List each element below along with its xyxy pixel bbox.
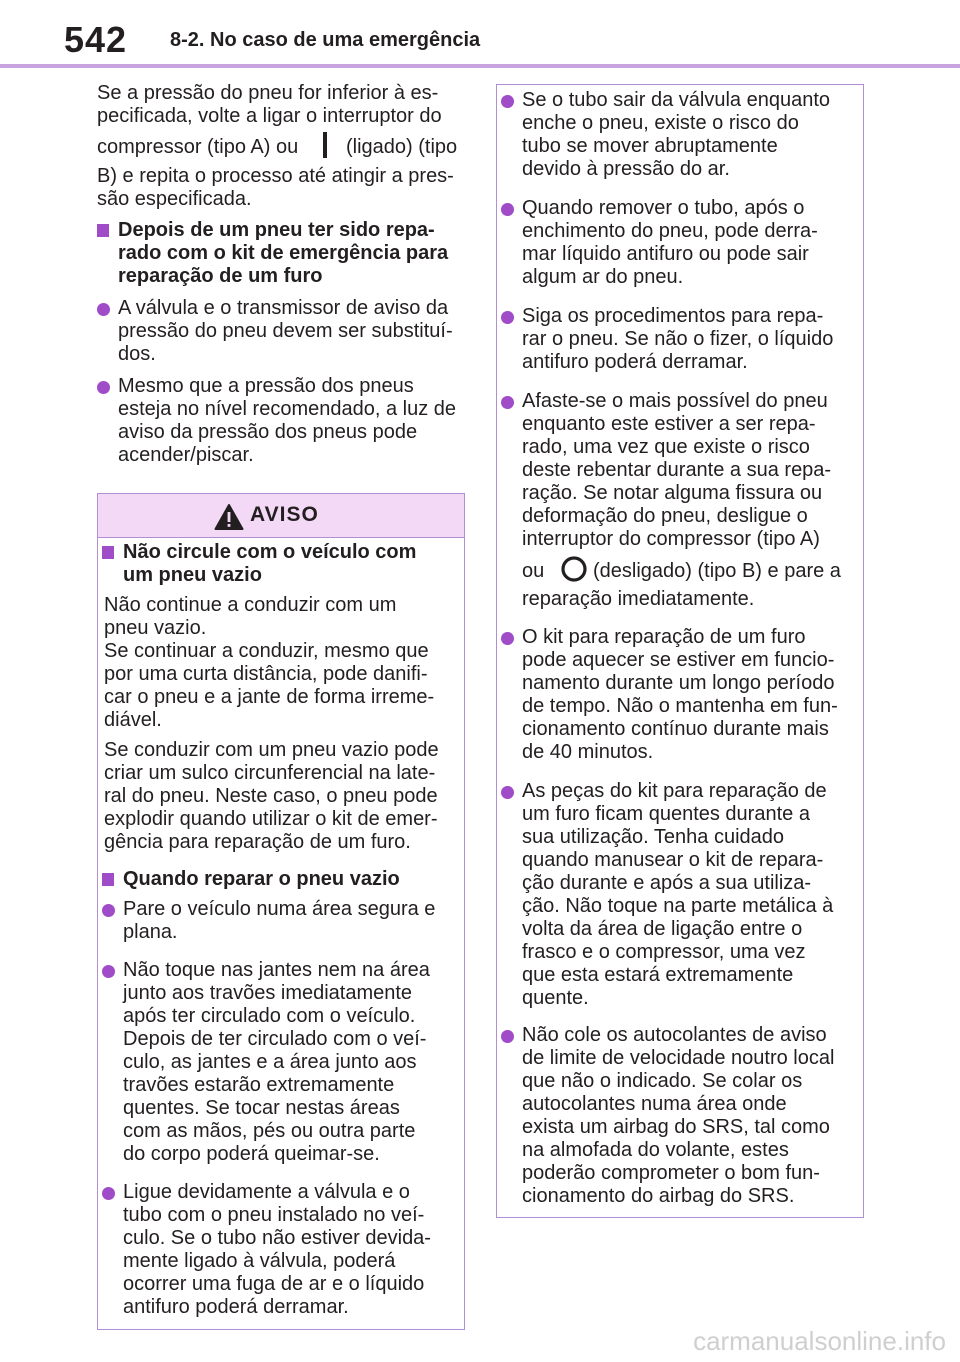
bullet-line: ção durante e após a sua utiliza- — [522, 872, 812, 894]
heading-line: Não circule com o veículo com — [123, 541, 417, 563]
warning-title: AVISO — [250, 503, 319, 526]
bullet-line: poderão comprometer o bom fun- — [522, 1162, 820, 1184]
bullet-line: Mesmo que a pressão dos pneus — [118, 375, 414, 397]
bullet-line: antifuro poderá derramar. — [522, 351, 748, 373]
bullet-line: com as mãos, pés ou outra parte — [123, 1120, 416, 1142]
bullet-line: junto aos travões imediatamente — [123, 982, 413, 1004]
bullet-line: (desligado) (tipo B) e pare a — [593, 560, 841, 582]
warning-box — [97, 493, 465, 1330]
bullet-line: quando manusear o kit de repara- — [522, 849, 824, 871]
bullet-line: travões estarão extremamente — [123, 1074, 395, 1096]
paragraph-line: gência para reparação de um furo. — [104, 831, 411, 853]
bullet-line: As peças do kit para reparação de — [522, 780, 827, 802]
bullet-line: pode aquecer se estiver em funcio- — [522, 649, 835, 671]
heading-line: rado com o kit de emergência para — [118, 242, 449, 264]
bullet-line: reparação imediatamente. — [522, 588, 755, 610]
bullet-line: enchimento do pneu, pode derra- — [522, 220, 818, 242]
bullet-line: frasco e o compressor, uma vez — [522, 941, 806, 963]
heading-line: um pneu vazio — [123, 564, 262, 586]
bullet-line: na almofada do volante, estes — [522, 1139, 789, 1161]
intro-line: pecificada, volte a ligar o interruptor do — [97, 105, 442, 127]
bullet-line: antifuro poderá derramar. — [123, 1296, 349, 1318]
bullet-dot — [501, 786, 514, 799]
intro-line: Se a pressão do pneu for inferior à es- — [97, 82, 439, 104]
bullet-line: interruptor do compressor (tipo A) — [522, 528, 820, 550]
off-switch-icon — [559, 554, 589, 584]
intro-line: B) e repita o processo até atingir a pres- — [97, 165, 454, 187]
paragraph-line: Se conduzir com um pneu vazio pode — [104, 739, 439, 761]
heading-marker — [102, 873, 114, 886]
bullet-line: ocorrer uma fuga de ar e o líquido — [123, 1273, 425, 1295]
bullet-line: tubo se mover abruptamente — [522, 135, 778, 157]
heading-marker — [102, 546, 114, 559]
bullet-line: pressão do pneu devem ser substituí- — [118, 320, 453, 342]
page-number: 542 — [64, 19, 128, 60]
heading-line: reparação de um furo — [118, 265, 323, 287]
bullet-line: Quando remover o tubo, após o — [522, 197, 805, 219]
header-rule — [0, 64, 960, 68]
bullet-line: esteja no nível recomendado, a luz de — [118, 398, 456, 420]
paragraph-line: Se continuar a conduzir, mesmo que — [104, 640, 429, 662]
bullet-line: Não toque nas jantes nem na área — [123, 959, 430, 981]
heading-line: Quando reparar o pneu vazio — [123, 868, 400, 890]
bullet-line: Siga os procedimentos para repa- — [522, 305, 824, 327]
bullet-line: aviso da pressão dos pneus pode — [118, 421, 418, 443]
bullet-line: cionamento contínuo durante mais — [522, 718, 829, 740]
paragraph-line: car o pneu e a jante de forma irreme- — [104, 686, 435, 708]
bullet-line: autocolantes numa área onde — [522, 1093, 787, 1115]
bullet-dot — [501, 396, 514, 409]
bullet-line: tubo com o pneu instalado no veí- — [123, 1204, 425, 1226]
bullet-line: O kit para reparação de um furo — [522, 626, 806, 648]
bullet-line: deformação do pneu, desligue o — [522, 505, 808, 527]
bullet-dot — [102, 1187, 115, 1200]
bullet-line: Pare o veículo numa área segura e — [123, 898, 436, 920]
bullet-line: culo. Se o tubo não estiver devida- — [123, 1227, 431, 1249]
bullet-line: deste rebentar durante a sua repa- — [522, 459, 832, 481]
bullet-dot — [102, 965, 115, 978]
intro-line: compressor (tipo A) ou — [97, 136, 299, 158]
bullet-line: namento durante um longo período — [522, 672, 835, 694]
paragraph-line: diável. — [104, 709, 162, 731]
bullet-line: cionamento do airbag do SRS. — [522, 1185, 795, 1207]
warning-header — [98, 494, 464, 538]
warning-triangle-icon — [214, 503, 244, 531]
bullet-line: de tempo. Não o mantenha em fun- — [522, 695, 838, 717]
paragraph-line: ral do pneu. Neste caso, o pneu pode — [104, 785, 438, 807]
bullet-line: do corpo poderá queimar-se. — [123, 1143, 380, 1165]
bullet-line: Se o tubo sair da válvula enquanto — [522, 89, 830, 111]
bullet-line: quente. — [522, 987, 589, 1009]
bullet-line: acender/piscar. — [118, 444, 254, 466]
bullet-line: culo, as jantes e a área junto aos — [123, 1051, 417, 1073]
bullet-line: rar o pneu. Se não o fizer, o líquido — [522, 328, 834, 350]
bullet-line: ção. Não toque na parte metálica à — [522, 895, 834, 917]
bullet-dot — [501, 1030, 514, 1043]
bullet-line: dos. — [118, 343, 156, 365]
bullet-line: Afaste-se o mais possível do pneu — [522, 390, 828, 412]
bullet-line: ou — [522, 560, 545, 582]
bullet-line: plana. — [123, 921, 178, 943]
bullet-line: devido à pressão do ar. — [522, 158, 730, 180]
warning-box-continued — [496, 84, 864, 1218]
bullet-line: ração. Se notar alguma fissura ou — [522, 482, 823, 504]
bullet-dot — [97, 303, 110, 316]
bullet-line: que não o indicado. Se colar os — [522, 1070, 803, 1092]
intro-line: (ligado) (tipo — [346, 136, 458, 158]
bullet-line: Não cole os autocolantes de aviso — [522, 1024, 827, 1046]
bullet-dot — [102, 904, 115, 917]
heading-marker — [97, 224, 109, 237]
bullet-dot — [501, 311, 514, 324]
bullet-line: enche o pneu, existe o risco do — [522, 112, 799, 134]
page-header — [0, 0, 960, 68]
section-title: 8-2. No caso de uma emergência — [170, 29, 481, 51]
bullet-dot — [97, 381, 110, 394]
bullet-line: mar líquido antifuro ou pode sair — [522, 243, 809, 265]
bullet-line: algum ar do pneu. — [522, 266, 684, 288]
bullet-line: de 40 minutos. — [522, 741, 654, 763]
bullet-line: quentes. Se tocar nestas áreas — [123, 1097, 400, 1119]
bullet-line: enquanto este estiver a ser repa- — [522, 413, 816, 435]
paragraph-line: pneu vazio. — [104, 617, 207, 639]
bullet-dot — [501, 95, 514, 108]
bullet-line: Ligue devidamente a válvula e o — [123, 1181, 410, 1203]
paragraph-line: Não continue a conduzir com um — [104, 594, 397, 616]
bullet-line: exista um airbag do SRS, tal como — [522, 1116, 830, 1138]
bullet-line: volta da área de ligação entre o — [522, 918, 803, 940]
intro-line: são especificada. — [97, 188, 252, 210]
watermark: carmanualsonline.info — [693, 1326, 946, 1356]
paragraph-line: por uma curta distância, pode danifi- — [104, 663, 428, 685]
bullet-line: que esta estará extremamente — [522, 964, 794, 986]
bullet-line: após ter circulado com o veículo. — [123, 1005, 416, 1027]
bullet-dot — [501, 203, 514, 216]
paragraph-line: criar um sulco circunferencial na late- — [104, 762, 436, 784]
bullet-line: rado, uma vez que existe o risco — [522, 436, 810, 458]
bullet-line: de limite de velocidade noutro local — [522, 1047, 835, 1069]
bullet-line: mente ligado à válvula, poderá — [123, 1250, 396, 1272]
paragraph-line: explodir quando utilizar o kit de emer- — [104, 808, 438, 830]
bullet-line: Depois de ter circulado com o veí- — [123, 1028, 427, 1050]
on-switch-icon — [318, 130, 332, 160]
bullet-dot — [501, 632, 514, 645]
bullet-line: A válvula e o transmissor de aviso da — [118, 297, 449, 319]
heading-line: Depois de um pneu ter sido repa- — [118, 219, 435, 241]
bullet-line: sua utilização. Tenha cuidado — [522, 826, 785, 848]
bullet-line: um furo ficam quentes durante a — [522, 803, 810, 825]
